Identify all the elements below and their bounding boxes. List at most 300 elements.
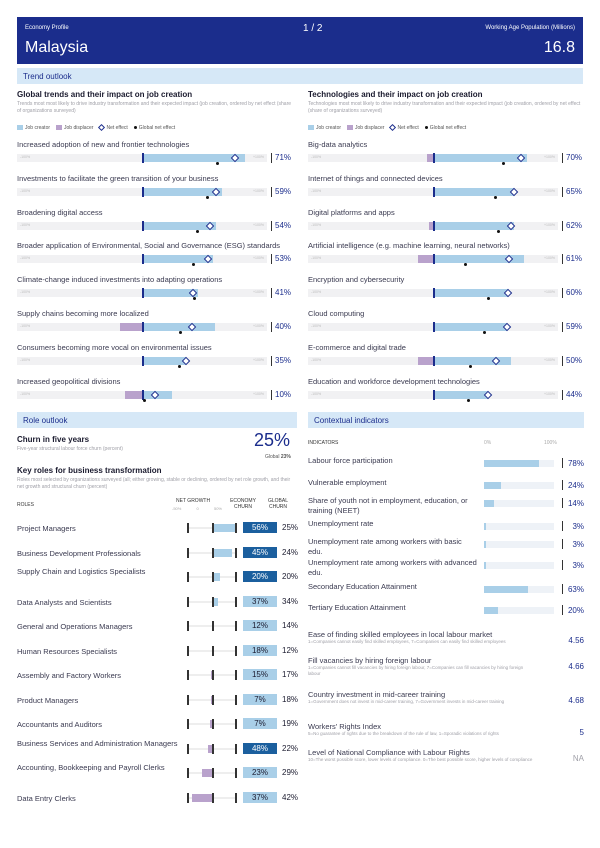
- zero-marker: [212, 768, 214, 778]
- global-churn: 12%: [282, 645, 299, 655]
- global-churn: 24%: [282, 547, 299, 557]
- tick-max: +100%: [544, 357, 555, 362]
- trend-legend-right: Job creator Job displacer Net effect Global net effect: [308, 125, 466, 131]
- indicator-row: [308, 496, 584, 516]
- technology-value: 62%: [566, 220, 583, 230]
- right-bound: [235, 597, 237, 607]
- separator: [271, 254, 272, 264]
- role-name: Assembly and Factory Workers: [17, 671, 122, 680]
- score-value: 4.56: [568, 636, 584, 645]
- population-value: 16.8: [543, 39, 575, 56]
- technologies-title: Technologies and their impact on job creation: [308, 90, 483, 99]
- indicator-bar: [484, 607, 554, 614]
- right-bound: [235, 768, 237, 778]
- net-growth-bar: [187, 769, 237, 777]
- separator: [562, 584, 563, 594]
- global-net-effect-dot: [192, 263, 195, 266]
- indicator-row: [308, 478, 584, 498]
- job-creator-bar: [142, 255, 213, 263]
- score-note: 1=Companies cannot fill vacancies by hiring foreign labour, 7=Companies can fill vacancies by hiring foreign labour: [308, 665, 524, 676]
- tick-max: +100%: [253, 324, 264, 328]
- global-trends-subtitle: Trends most most likely to drive industry transformation and their expected impact (job creation, ordered by net effect (share of organizations surveyed): [17, 101, 292, 114]
- job-creator-bar: [433, 289, 508, 297]
- technology-track: [308, 391, 558, 399]
- tick-min: -100%: [311, 391, 322, 396]
- job-creator-bar: [433, 154, 527, 162]
- economy-churn: 37%: [243, 792, 277, 803]
- separator: [562, 221, 563, 231]
- net-growth-bar: [187, 745, 237, 753]
- indicator-bar: [484, 523, 554, 530]
- technology-row: [308, 343, 584, 369]
- indicator-name: Vulnerable employment: [308, 478, 387, 487]
- role-row[interactable]: [17, 545, 297, 569]
- zero-marker: [142, 322, 144, 332]
- tick-max: +100%: [253, 188, 264, 193]
- net-growth-bar: [187, 622, 237, 630]
- global-churn: 22%: [282, 743, 299, 753]
- net-growth-bar: [187, 573, 237, 581]
- score-title: Level of National Compliance with Labour Rights: [308, 748, 470, 757]
- role-row[interactable]: [17, 618, 297, 642]
- zero-marker: [212, 670, 214, 680]
- score-value: 5: [579, 728, 584, 737]
- role-name: Accounting, Bookkeeping and Payroll Clerks: [17, 763, 165, 772]
- global-churn: 18%: [282, 694, 299, 704]
- zero-marker: [212, 523, 214, 533]
- economy-churn: 20%: [243, 571, 277, 582]
- role-row[interactable]: [17, 643, 297, 667]
- role-name: Product Managers: [17, 695, 79, 705]
- decline-fill: [202, 769, 212, 777]
- global-net-effect-dot: [143, 399, 146, 402]
- trend-row: [17, 174, 293, 200]
- trend-value: 59%: [275, 186, 292, 196]
- tick-max: +100%: [253, 155, 264, 159]
- job-creator-bar: [142, 357, 186, 365]
- tick-min: -100%: [20, 357, 31, 362]
- col-net-growth: NET GROWTH: [176, 498, 211, 504]
- separator: [562, 480, 563, 490]
- score-title: Ease of finding skilled employees in local labour market: [308, 630, 493, 639]
- indicator-bar: [484, 562, 554, 569]
- trend-row: [17, 343, 293, 369]
- score-value: NA: [572, 754, 584, 763]
- role-name: Business Development Professionals: [17, 548, 141, 558]
- indicator-bar: [484, 500, 554, 507]
- role-name: Data Entry Clerks: [17, 793, 76, 803]
- left-bound: [187, 793, 189, 803]
- separator: [562, 356, 563, 366]
- tick-min: -100%: [20, 290, 31, 295]
- indicator-fill: [484, 482, 501, 489]
- role-name: Project Managers: [17, 524, 76, 533]
- left-bound: [187, 670, 189, 680]
- indicator-fill: [484, 460, 539, 467]
- col-roles: ROLES: [17, 502, 34, 508]
- separator: [562, 153, 563, 163]
- zero-marker: [142, 288, 144, 298]
- contextual-indicators-header: Contextual indicators: [308, 412, 584, 428]
- trend-label: Investments to facilitate the green transition of your business: [17, 173, 219, 183]
- trend-row: [17, 241, 293, 267]
- tick-max: +100%: [544, 188, 555, 193]
- net-growth-bar: [187, 549, 237, 557]
- trend-legend-left: Job creator Job displacer Net effect Global net effect: [17, 125, 175, 131]
- trend-row: [17, 309, 293, 335]
- col-indicators: INDICATORS: [308, 440, 339, 446]
- zero-marker: [212, 621, 214, 631]
- trend-label: Climate-change induced investments into adapting operations: [17, 275, 223, 285]
- role-name: Accountants and Auditors: [17, 720, 103, 729]
- indicator-bar: [484, 586, 554, 593]
- technology-label: Internet of things and connected devices: [308, 173, 443, 183]
- tick-max: +100%: [544, 290, 555, 295]
- global-net-effect-dot: [497, 230, 500, 233]
- trend-label: Supply chains becoming more localized: [17, 309, 149, 318]
- right-bound: [235, 523, 237, 533]
- zero-marker: [142, 254, 144, 264]
- job-displacer-bar: [418, 357, 433, 365]
- technology-row: [308, 208, 584, 234]
- indicator-row: [308, 537, 584, 557]
- global-churn: 25%: [282, 523, 299, 532]
- trend-label: Increased adoption of new and frontier technologies: [17, 140, 190, 149]
- net-growth-bar: [187, 647, 237, 655]
- indicator-name: Unemployment rate among workers with basic edu.: [308, 537, 462, 556]
- job-creator-bar: [142, 154, 245, 162]
- right-bound: [235, 548, 237, 558]
- economy-churn: 23%: [243, 767, 277, 778]
- score-note: 5=No guarantee of rights due to the breakdown of the rule of law, 1=Sporadic violations of rights: [308, 731, 499, 736]
- trend-track: [17, 391, 267, 399]
- left-bound: [187, 744, 189, 754]
- trend-value: 53%: [275, 254, 292, 264]
- global-churn: 29%: [282, 768, 299, 777]
- global-net-effect-dot: [494, 196, 497, 199]
- separator: [562, 458, 563, 468]
- score-row: [308, 748, 584, 763]
- tick-min: -100%: [311, 357, 322, 362]
- global-net-effect-dot: [469, 365, 472, 368]
- indicator-name: Share of youth not in employment, education, or training (NEET): [308, 496, 468, 515]
- role-row[interactable]: [17, 692, 297, 716]
- score-value: 4.68: [568, 696, 584, 705]
- technology-label: Artificial intelligence (e.g. machine learning, neural networks): [308, 241, 510, 251]
- left-bound: [187, 597, 189, 607]
- trend-track: [17, 188, 267, 196]
- separator: [271, 187, 272, 197]
- indicator-value: 24%: [567, 481, 584, 490]
- left-bound: [187, 719, 189, 729]
- zero-marker: [433, 221, 435, 231]
- global-net-effect-dot: [467, 399, 470, 402]
- job-creator-bar: [142, 323, 215, 331]
- indicator-bar: [484, 541, 554, 548]
- separator: [562, 605, 563, 615]
- header-banner: [17, 17, 583, 64]
- technology-label: Education and workforce development technologies: [308, 376, 480, 386]
- global-churn: 20%: [282, 572, 299, 581]
- zero-marker: [433, 288, 435, 298]
- technology-row: [308, 140, 584, 166]
- global-churn: 19%: [282, 719, 299, 728]
- technology-value: 59%: [566, 322, 583, 331]
- technology-track: [308, 255, 558, 263]
- technologies-subtitle: Technologies most most likely to drive industry transformation and their expected impact (job creation, ordered by net effect (share of organizations surveyed): [308, 101, 581, 114]
- role-row[interactable]: [17, 765, 297, 789]
- economy-churn: 37%: [243, 596, 277, 607]
- key-roles-subtitle: Roles most selected by organizations surveyed (all; either growing, stable or declining, ordered by net role growth, and their net growth and structural churn (percent): [17, 477, 291, 490]
- churn-title: Churn in five years: [17, 435, 90, 444]
- page-indicator[interactable]: 1 / 2: [303, 23, 323, 34]
- decline-fill: [192, 794, 212, 802]
- indicator-fill: [484, 607, 498, 614]
- tick-min: -100%: [311, 324, 322, 328]
- indicator-row: [308, 558, 584, 578]
- indicator-name: Tertiary Education Attainment: [308, 603, 406, 612]
- tick-max: +100%: [544, 324, 555, 328]
- technology-row: [308, 309, 584, 335]
- tick-max: +100%: [544, 391, 555, 396]
- separator: [562, 254, 563, 264]
- tick-min: -100%: [20, 391, 31, 396]
- indicator-bar: [484, 460, 554, 467]
- tick-min: -100%: [20, 188, 31, 193]
- right-bound: [235, 719, 237, 729]
- trend-row: [17, 140, 293, 166]
- technology-value: 70%: [566, 153, 583, 162]
- global-net-effect-dot: [193, 297, 196, 300]
- separator: [562, 521, 563, 531]
- left-bound: [187, 695, 189, 705]
- trend-track: [17, 222, 267, 230]
- key-roles-title: Key roles for business transformation: [17, 466, 162, 475]
- role-row[interactable]: [17, 667, 297, 691]
- role-outlook-header: Role outlook: [17, 412, 297, 428]
- separator: [271, 221, 272, 231]
- tick-max: +100%: [253, 391, 264, 396]
- net-growth-ticks: -50% 0 50%: [172, 506, 222, 511]
- right-bound: [235, 793, 237, 803]
- right-bound: [235, 646, 237, 656]
- indicator-name: Unemployment rate: [308, 519, 374, 528]
- zero-marker: [433, 390, 435, 400]
- job-displacer-bar: [418, 255, 433, 263]
- churn-value: 25%: [254, 430, 291, 450]
- tick-min: -100%: [311, 155, 322, 159]
- score-title: Country investment in mid-career training: [308, 690, 446, 699]
- technology-row: [308, 275, 584, 301]
- tick-min: -100%: [311, 290, 322, 295]
- net-growth-bar: [187, 524, 237, 532]
- score-row: [308, 630, 584, 645]
- trend-row: [17, 275, 293, 301]
- zero-marker: [433, 187, 435, 197]
- global-net-effect-dot: [487, 297, 490, 300]
- job-creator-bar: [433, 222, 514, 230]
- trend-track: [17, 323, 267, 331]
- zero-marker: [212, 572, 214, 582]
- score-row: [308, 690, 584, 705]
- net-growth-bar: [187, 696, 237, 704]
- trend-value: 41%: [275, 288, 292, 298]
- role-name: General and Operations Managers: [17, 622, 133, 631]
- global-net-effect-dot: [196, 230, 199, 233]
- trend-row: [17, 377, 293, 403]
- indicator-fill: [484, 523, 486, 530]
- zero-marker: [212, 597, 214, 607]
- technology-row: [308, 377, 584, 403]
- tick-max: +100%: [544, 256, 555, 261]
- zero-marker: [142, 187, 144, 197]
- tick-min: -100%: [311, 222, 322, 227]
- role-name: Supply Chain and Logistics Specialists: [17, 567, 146, 576]
- zero-marker: [433, 153, 435, 163]
- tick-max: +100%: [253, 357, 264, 362]
- trend-track: [17, 357, 267, 365]
- tick-min: -100%: [311, 188, 322, 193]
- tick-max: +100%: [544, 155, 555, 159]
- technology-track: [308, 154, 558, 162]
- separator: [271, 356, 272, 366]
- separator: [271, 153, 272, 163]
- global-net-effect-dot: [206, 196, 209, 199]
- indicator-value: 63%: [567, 585, 584, 594]
- separator: [271, 288, 272, 298]
- right-bound: [235, 572, 237, 582]
- zero-marker: [212, 719, 214, 729]
- tick-min: -100%: [20, 222, 31, 227]
- right-bound: [235, 670, 237, 680]
- job-creator-bar: [433, 391, 488, 399]
- technology-track: [308, 357, 558, 365]
- trend-outlook-header: Trend outlook: [17, 68, 583, 84]
- tick-min: -100%: [311, 256, 322, 261]
- trend-label: Increased geopolitical divisions: [17, 376, 121, 386]
- country-name: Malaysia: [25, 39, 89, 56]
- tick-0: 0%: [484, 440, 492, 446]
- tick-max: +100%: [253, 256, 264, 261]
- trend-row: [17, 208, 293, 234]
- score-note: 1=Government does not invest in mid-career training, 7=Government invests in mid-career training: [308, 699, 505, 704]
- zero-marker: [142, 153, 144, 163]
- trend-track: [17, 154, 267, 162]
- role-row[interactable]: [17, 790, 297, 814]
- zero-marker: [212, 646, 214, 656]
- job-creator-bar: [142, 188, 222, 196]
- zero-marker: [433, 356, 435, 366]
- technology-row: [308, 241, 584, 267]
- indicator-name: Unemployment rate among workers with advanced edu.: [308, 558, 477, 577]
- global-net-effect-dot: [179, 331, 182, 334]
- global-net-effect-dot: [216, 162, 219, 165]
- trend-value: 71%: [275, 153, 292, 162]
- job-displacer-bar: [125, 391, 143, 399]
- job-creator-bar: [433, 188, 514, 196]
- role-row[interactable]: [17, 738, 299, 765]
- economy-churn: 12%: [243, 620, 277, 631]
- technology-value: 65%: [566, 186, 583, 196]
- col-global-churn: GLOBAL CHURN: [267, 498, 288, 510]
- economy-churn: 7%: [243, 694, 277, 705]
- role-row[interactable]: [17, 594, 297, 618]
- technology-label: Encryption and cybersecurity: [308, 275, 405, 285]
- trend-value: 40%: [275, 322, 292, 331]
- global-net-effect-dot: [502, 162, 505, 165]
- tick-100: 100%: [544, 440, 557, 446]
- churn-subtitle: Five-year structural labour force churn (percent): [17, 446, 123, 452]
- separator: [562, 187, 563, 197]
- economy-churn: 48%: [243, 743, 277, 754]
- tick-max: +100%: [253, 290, 264, 295]
- zero-marker: [212, 744, 214, 754]
- technology-track: [308, 188, 558, 196]
- economy-churn: 18%: [243, 645, 277, 656]
- global-churn: 14%: [282, 621, 299, 630]
- separator: [562, 288, 563, 298]
- indicator-value: 3%: [572, 561, 584, 570]
- global-churn: Global 23%: [265, 454, 291, 460]
- role-row[interactable]: [17, 716, 297, 740]
- technology-row: [308, 174, 584, 200]
- trend-value: 35%: [275, 355, 292, 365]
- role-row[interactable]: [17, 520, 297, 544]
- indicator-row: [308, 519, 584, 539]
- technology-track: [308, 222, 558, 230]
- technology-track: [308, 289, 558, 297]
- separator: [562, 390, 563, 400]
- net-growth-bar: [187, 720, 237, 728]
- role-name: Business Services and Administration Managers: [17, 738, 178, 748]
- indicator-value: 3%: [572, 522, 584, 531]
- score-row: [308, 722, 584, 737]
- indicator-value: 78%: [567, 459, 584, 468]
- trend-label: Broadening digital access: [17, 207, 103, 217]
- economy-churn: 56%: [243, 522, 277, 533]
- tick-max: +100%: [544, 222, 555, 227]
- indicator-fill: [484, 541, 486, 548]
- role-row[interactable]: [17, 569, 297, 593]
- separator: [271, 390, 272, 400]
- indicator-fill: [484, 586, 528, 593]
- left-bound: [187, 548, 189, 558]
- indicator-row: [308, 582, 584, 602]
- indicator-value: 20%: [567, 606, 584, 615]
- trend-label: Consumers becoming more vocal on environmental issues: [17, 342, 212, 352]
- tick-min: -100%: [20, 155, 31, 159]
- trend-track: [17, 289, 267, 297]
- economy-churn: 45%: [243, 547, 277, 558]
- technology-track: [308, 323, 558, 331]
- score-row: [308, 656, 584, 677]
- indicator-bar: [484, 482, 554, 489]
- trend-value: 10%: [275, 389, 292, 399]
- role-name: Human Resources Specialists: [17, 646, 118, 656]
- technology-value: 61%: [566, 254, 583, 264]
- indicator-value: 3%: [572, 540, 584, 549]
- right-bound: [235, 621, 237, 631]
- trend-value: 54%: [275, 220, 292, 230]
- global-churn: 17%: [282, 670, 299, 679]
- technology-value: 60%: [566, 288, 583, 298]
- global-net-effect-dot: [483, 331, 486, 334]
- technology-value: 44%: [566, 389, 583, 399]
- zero-marker: [142, 356, 144, 366]
- header-left-label: Economy Profile: [25, 25, 69, 31]
- tick-min: -100%: [20, 256, 31, 261]
- net-growth-bar: [187, 671, 237, 679]
